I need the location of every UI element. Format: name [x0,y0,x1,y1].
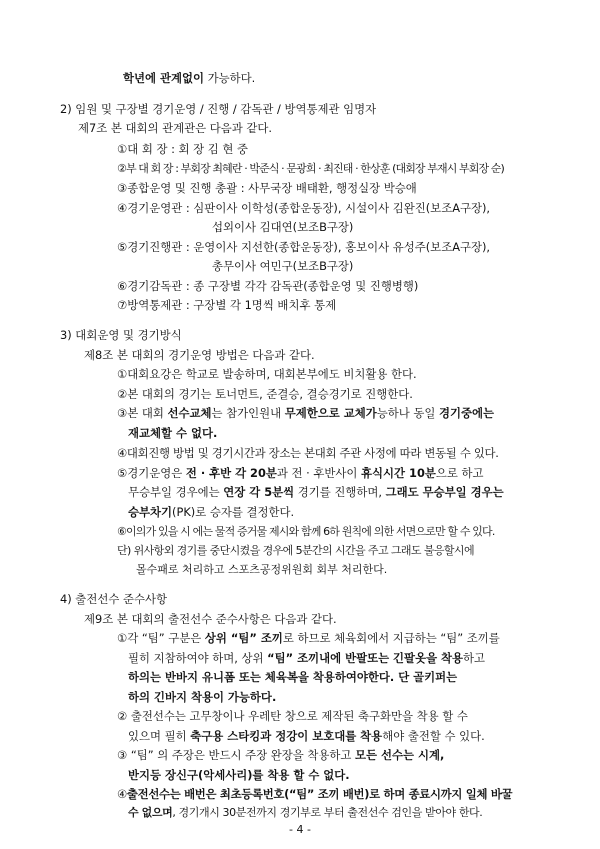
sec2-item: 섭외이사 김대연(보조B구장) [212,220,354,234]
article-8: 제8조 본 대회의 경기운영 방법은 다음과 같다. [84,348,315,362]
section2-heading: 2) 임원 및 구장별 경기운영 / 진행 / 감독관 / 방역통제관 임명자 [60,102,377,116]
sec4-item4-line2: 수 없으며, 경기개시 30분전까지 경기부로 부터 출전선수 검인을 받아야 한다. [128,806,483,819]
sec3-item3-line1: ③본 대회 선수교체는 참가인원내 무제한으로 교체가능하나 동일 경기중에는 [117,406,495,420]
intro-rest: 가능하다. [204,71,256,85]
section4-heading: 4) 출전선수 준수사항 [60,592,167,606]
sec2-item: ④경기운영관 : 심판이사 이학성(종합운동장), 시설이사 김완진(보조A구장), [117,201,491,215]
intro-bold: 학년에 관계없이 [123,71,204,85]
sec4-item4-line1: ④출전선수는 배번은 최초등록번호(“팀” 조끼 배번)로 하며 종료시까지 일체 바꿀 [117,787,513,801]
sec3-item5-line2: 무승부일 경우에는 연장 각 5분씩 경기를 진행하며, 그래도 무승부일 경우는 [128,485,504,499]
sec2-item: 총무이사 여민구(보조B구장) [212,259,354,273]
sec3-item5-line3: 승부차기(PK)로 승자를 결정한다. [128,505,295,519]
sec3-item3-line2: 재교체할 수 없다. [128,426,218,440]
article-9: 제9조 본 대회의 출전선수 준수사항은 다음과 같다. [84,612,337,626]
sec3-item1: ①대회요강은 학교로 발송하며, 대회본부에도 비치활용 한다. [117,367,417,381]
section3-heading: 3) 대회운영 및 경기방식 [60,328,182,342]
sec4-item1-line3: 하의는 반바지 유니폼 또는 체육복을 착용하여야한다. 단 골키퍼는 [128,670,458,684]
sec4-item2-line2: 있으며 필히 축구용 스타킹과 정강이 보호대를 착용해야 출전할 수 있다. [128,729,485,743]
sec4-item2-line1: ② 출전선수는 고무창이나 우레탄 창으로 제작된 축구화만을 착용 할 수 [117,709,468,723]
sec3-item6-line1: ⑥이의가 있을 시 에는 물적 증거물 제시와 함께 6하 원칙에 의한 서면으로만 할 수 있다. [117,525,495,538]
sec3-item5-line1: ⑤경기운영은 전 · 후반 각 20분과 전 · 후반사이 휴식시간 10분으로 하고 [117,466,484,480]
sec3-item4: ④대회진행 방법 및 경기시간과 장소는 본대회 주관 사정에 따라 변동될 수 있다. [117,446,499,460]
sec3-item2: ②본 대회의 경기는 토너먼트, 준결승, 결승경기로 진행한다. [117,387,413,401]
sec4-item1-line4: 하의 긴바지 착용이 가능하다. [128,690,277,704]
sec4-item3-line2: 반지등 장신구(악세사리)를 착용 할 수 없다. [128,768,350,782]
sec4-item3-line1: ③ “팀” 의 주장은 반드시 주장 완장을 착용하고 모든 선수는 시계, [117,748,445,762]
intro-line [123,70,255,86]
sec3-item6-line3: 몰수패로 처리하고 스포츠공정위원회 회부 처리한다. [136,563,388,576]
sec2-item: ③종합운영 및 진행 총괄 : 사무국장 배태환, 행정실장 박승애 [117,181,417,195]
sec2-item: ⑦방역통제관 : 구장별 각 1명씩 배치후 통제 [117,298,337,312]
sec4-item1-line1: ①각 “팀” 구분은 상위 “팀” 조끼로 하므로 체육회에서 지급하는 “팀” 조끼를 [117,631,500,645]
sec2-item: ⑤경기진행관 : 운영이사 지선한(종합운동장), 홍보이사 유성주(보조A구장), [117,240,491,254]
sec4-item1-line2: 필히 지참하여야 하며, 상위 “팀” 조끼내에 반팔또는 긴팔옷을 착용하고 [128,651,486,665]
sec2-item: ①대 회 장 : 회 장 김 현 중 [117,142,249,156]
page-number: - 4 - [289,823,311,836]
article-7: 제7조 본 대회의 관계관은 다음과 같다. [78,121,273,135]
sec2-item: ②부 대 회 장 : 부회장 최혜란 · 박준식 · 문광희 · 최진태 · 한상훈 (대회장 부재시 부회장 순) [117,162,504,175]
sec2-item: ⑥경기감독관 : 종 구장별 각각 감독관(종합운영 및 진행병행) [117,279,419,293]
sec3-item6-line2: 단) 위사항외 경기를 중단시켰을 경우에 5분간의 시간을 주고 그래도 불응할시에 [117,544,474,557]
